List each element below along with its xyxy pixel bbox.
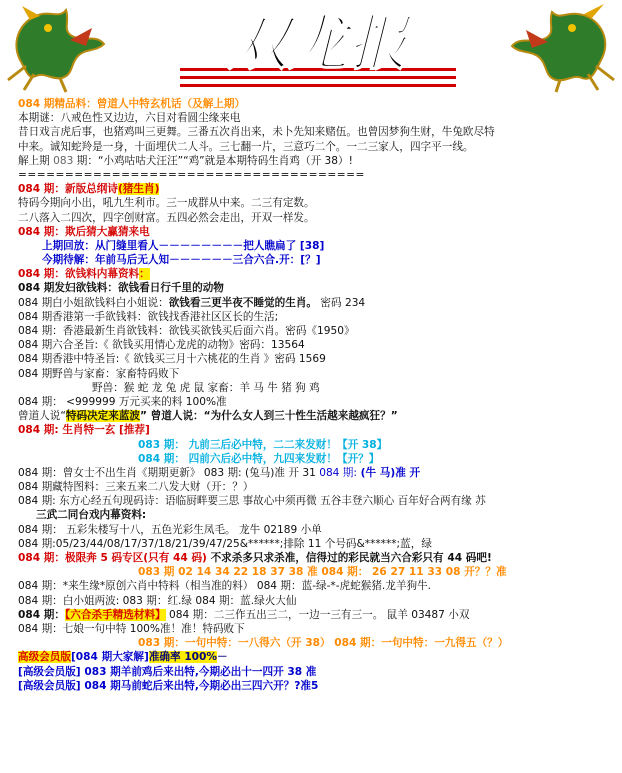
text-line xyxy=(18,125,618,139)
text-line xyxy=(18,182,618,196)
line-segment: 解上期 xyxy=(18,154,54,167)
text-line xyxy=(18,523,618,537)
text-line xyxy=(18,338,618,352)
line-segment: 084 期白小姐欲钱料白小姐说： xyxy=(18,296,169,309)
line-segment: 084 期:05/23/44/08/17/37/18/21/39/47/25&******;排除 11 个号码&******;蓝，绿 xyxy=(18,537,432,550)
text-line xyxy=(18,480,618,494)
line-segment: 083 xyxy=(53,154,74,167)
text-line xyxy=(18,608,618,622)
line-segment: 084 期香港中特圣旨:《 欲钱买三月十六桃花的生肖 》密码 1569 xyxy=(18,353,326,366)
line-segment: [084 期大家解] xyxy=(70,651,149,664)
line-segment: 本期谜：八戒色性又边边，六目对看圆尘缘来电 xyxy=(18,112,241,125)
text-line xyxy=(18,665,618,679)
line-segment: 084 期：七娘一句中特 100%准！准！特码败下 xyxy=(18,622,245,635)
line-segment: 084 期: 东方心经五句现码诗：语临厨畔要三思 事故心中须再微 五谷丰登六顺心 百年好合两有缘 苏 xyxy=(18,495,486,508)
text-line xyxy=(18,537,618,551)
line-segment: 084 期发妇欲钱料：欲钱看日行千里的动物 xyxy=(18,282,224,295)
header xyxy=(0,0,622,96)
line-segment: (牛 马)准 开 xyxy=(356,466,421,479)
line-segment: 084 期： <999999 万元买来的料 100%准 xyxy=(18,395,227,408)
line-segment: 084 期：香港最新生肖欲钱料：欲钱买欲钱买后面六肖。密码《1950》 xyxy=(18,325,355,337)
text-line xyxy=(18,281,618,295)
line-segment: 084 期：极限奔 5 码专区(只有 44 码) xyxy=(18,552,211,564)
text-line xyxy=(18,579,618,593)
line-segment: ===================================== xyxy=(18,168,365,181)
line-segment: 084 期藏特图料：三来五来二八发大财（开：？） xyxy=(18,481,254,494)
line-segment: 084 期香港第一手欲钱料：欲钱找香港社区区长的生活; xyxy=(18,310,279,323)
line-segment: 欲钱看三更半夜不睡觉的生肖。 xyxy=(168,296,318,309)
text-line xyxy=(18,452,618,466)
line-segment: 【六合杀手精选材料】 xyxy=(65,608,166,621)
text-line xyxy=(18,296,618,310)
text-line xyxy=(18,438,618,452)
line-segment: 084 期：欲钱料内幕资料 xyxy=(18,268,140,281)
line-segment: [高级会员版] 084 期马前蛇后来出特,今期必出三四六开？?准5 xyxy=(18,679,319,692)
text-line xyxy=(18,154,618,168)
text-line xyxy=(18,565,618,579)
text-line xyxy=(18,367,618,381)
line-segment: 084 期：二三作五出三二，一边一三有三一。 鼠羊 03487 小双 xyxy=(165,608,470,621)
header-banner xyxy=(0,0,622,96)
content-body xyxy=(18,97,618,693)
line-segment: 084 期野兽与家畜：家畜特码败下 xyxy=(18,367,180,380)
line-segment: 084 期： 四前六后必中特，九四来发财！【开？】 xyxy=(138,452,380,465)
text-line xyxy=(18,253,618,267)
line-segment: 084 期：欺后猜大赢猜来电 xyxy=(18,225,150,238)
line-segment: 084 期六合圣旨:《 欲钱买用情心龙虎的动物》密码：13564 xyxy=(18,339,305,352)
line-segment: 084 期：曾女士不出生肖《期期更新》 083 期: (兔马)准 开 31 xyxy=(18,466,320,479)
line-segment: 中来。诚知蛇羚是一身，十面埋伏二人斗。三七翻一片，三意巧二个。一二三家人，四字平一线。 xyxy=(18,140,474,153)
line-segment: 昔日戏言虎后事，也猪鸡叫三更舞。三番五次肖出来，未卜先知来赌伍。也曾因梦狗生财，牛兔欧尽特 xyxy=(18,126,495,139)
line-segment: － xyxy=(217,651,228,664)
text-line xyxy=(18,409,618,423)
header-red-line-3 xyxy=(180,84,456,87)
line-segment: 083 期：一句中特：一八得六（开 38） 084 期：一句中特：一九得五（？） xyxy=(138,637,509,650)
text-line xyxy=(18,267,618,281)
line-segment: 083 期 02 14 34 22 18 37 38 准 084 期： 26 27 11 33 08 开？？准 xyxy=(138,566,507,579)
line-segment: 三武二同台戏内幕资料: xyxy=(36,509,147,522)
line-segment: ： xyxy=(139,268,150,281)
text-line xyxy=(18,650,618,664)
text-line xyxy=(18,679,618,693)
text-line xyxy=(18,494,618,508)
line-segment: 二八落入二四次，四字创财富。五四必然会走出，开双一样发。 xyxy=(18,211,315,224)
line-segment: 准确率 100% xyxy=(148,651,218,664)
text-line xyxy=(18,352,618,366)
text-line xyxy=(18,551,618,565)
line-segment: 野兽：猴 蛇 龙 兔 虎 鼠 家畜：羊 马 牛 猪 狗 鸡 xyxy=(92,381,320,394)
text-line xyxy=(18,324,618,338)
text-line xyxy=(18,239,618,253)
text-line xyxy=(18,310,618,324)
line-segment: 084 期：*来生缘*原创六肖中特料（相当准的料） 084 期：蓝-绿-*-虎蛇猴猪.龙羊狗牛. xyxy=(18,580,432,593)
line-segment: 今期待解：年前马后无人知－－－－－－三合六合.开：[？] xyxy=(42,254,321,267)
line-segment: 084 期： xyxy=(18,608,65,621)
text-line xyxy=(18,636,618,650)
line-segment: 084 期精品料：曾道人中特玄机话（及解上期） xyxy=(18,98,246,110)
line-segment: (猪生肖) xyxy=(117,183,160,196)
line-segment: 083 期： 九前三后必中特，二二来发财！【开 38】 xyxy=(138,438,388,451)
text-line xyxy=(18,381,618,395)
line-segment: 不求杀多只求杀准，信得过的彩民就当六合彩只有 44 码吧! xyxy=(210,552,492,564)
line-segment: [高级会员版] 083 期羊前鸡后来出特,今期必出十一四开 38 准 xyxy=(18,665,317,678)
text-line xyxy=(18,594,618,608)
page-title: 双龙报 xyxy=(228,9,408,79)
line-segment: 084 期： 五彩朱楼写十八，五色光彩生凤毛。 龙牛 02189 小单 xyxy=(18,523,322,536)
text-line xyxy=(18,111,618,125)
text-line xyxy=(18,508,618,522)
line-segment: 高级会员版 xyxy=(18,651,71,664)
line-segment: 密码 234 xyxy=(317,296,366,309)
text-line xyxy=(18,225,618,239)
text-line xyxy=(18,140,618,154)
line-segment: 084 期：白小姐两波: 083 期：红.绿 084 期：蓝.绿火大仙 xyxy=(18,594,297,607)
text-line xyxy=(18,97,618,111)
dragon-right-icon xyxy=(512,4,614,92)
text-line xyxy=(18,622,618,636)
line-segment: 上期回放：从门缝里看人－－－－－－－－把人瞧扁了 [38] xyxy=(42,239,325,252)
line-segment: 曾道人说“ xyxy=(18,410,66,423)
line-segment: 期：“小鸡咕咕犬汪汪”“鸡”就是本期特码生肖鸡（开 38）! xyxy=(73,154,353,167)
text-line xyxy=(18,168,618,182)
line-segment: 084 期：新版总纲诗 xyxy=(18,183,118,196)
dragon-left-icon xyxy=(8,6,104,92)
text-line xyxy=(18,211,618,225)
text-line xyxy=(18,423,618,437)
text-line xyxy=(18,196,618,210)
text-line xyxy=(18,395,618,409)
line-segment: 084 期: 生肖特一玄 [推荐] xyxy=(18,424,150,437)
text-line xyxy=(18,466,618,480)
line-segment: ” 曾道人说：“为什么女人到三十性生活越来越疯狂？” xyxy=(140,410,398,423)
line-segment: 084 期: xyxy=(319,466,357,479)
line-segment: 特码今期向小出，吼九生利市。三一成群从中来。二三有定数。 xyxy=(18,197,315,210)
line-segment: 特码决定来蓝波 xyxy=(65,410,141,423)
